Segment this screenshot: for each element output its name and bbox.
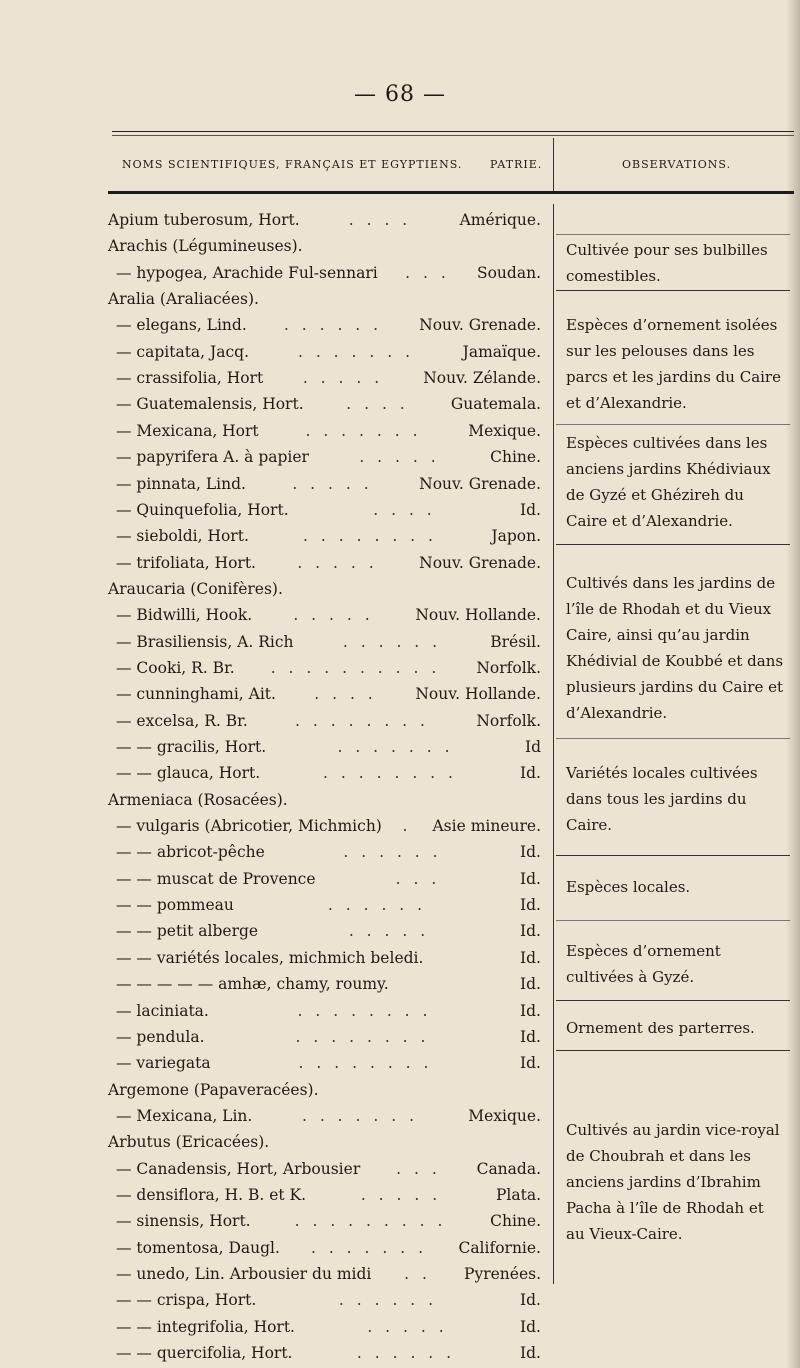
species-entry [0,655,552,681]
species-country: Chine. [490,448,541,467]
leader-dots: . . . . . [348,922,430,941]
species-country: Mexique. [468,1106,541,1125]
leader-dots: . . . . . [292,474,373,493]
species-entry [0,312,552,338]
leader-dots: . . . . [373,500,436,519]
species-country: Chine. [490,1212,541,1231]
leader-dots: . . . . . . . [337,738,454,756]
leader-dots: . . . . . [360,1185,442,1204]
species-name: — pinnata, Lind. [116,474,246,493]
species-entry [0,1235,552,1261]
species-country: Id. [520,1291,541,1310]
species-name: — — muscat de Provence [116,869,316,888]
leader-dots: . . . . . . [338,1291,438,1310]
genus-name: Arbutus (Ericacées). [108,1133,270,1152]
observation-8: Ornement des parterres. [566,1019,755,1037]
species-entry [0,839,552,865]
leader-dots: . . . . . . [343,843,442,862]
observation-1: Cultivée pour ses bulbilles comestibles. [566,241,768,285]
obs-divider [556,738,790,739]
species-name: — sinensis, Hort. [116,1212,251,1231]
species-name: — hypogea, Arachide Ful-sennari [116,263,378,282]
leader-dots: . . . . . . . [305,421,422,440]
species-country: Id. [520,1344,541,1363]
species-name: — tomentosa, Daugl. [116,1238,280,1257]
species-name: — unedo, Lin. Arbousier du midi [116,1265,372,1283]
leader-dots: . . . . [348,211,412,229]
species-name: — crassifolia, Hort [116,369,264,388]
species-country: Id. [520,1001,541,1020]
species-country: Guatemala. [450,395,541,414]
leader-dots: . . . . . [302,369,384,388]
species-name: — capitata, Jacq. [116,342,250,361]
species-country: Nouv. Zélande. [423,369,541,388]
species-entry [0,1103,552,1129]
obs-divider [556,290,790,291]
species-entry [0,787,552,813]
species-country: Id. [520,1027,541,1046]
leader-dots: . [402,817,412,836]
species-name: — sieboldi, Hort. [116,527,249,546]
species-country: Japon. [491,527,541,546]
page-number: — 68 — [354,82,446,107]
species-name: — laciniata. [116,1001,209,1020]
species-country: Id. [520,843,541,862]
species-name: — trifoliata, Hort. [116,553,256,572]
species-entry [0,945,552,971]
species-name: — Cooki, R. Br. [116,658,235,677]
species-country: Id [524,738,541,756]
species-name: — elegans, Lind. [116,316,247,335]
leader-dots: . . . . . . . [301,1106,419,1125]
header-country: PATRIE. [490,158,543,171]
species-entry [0,418,552,444]
species-entry [0,365,552,391]
leader-dots: . . . . . . [283,316,383,335]
species-name: — vulgaris (Abricotier, Michmich) [116,817,382,836]
obs-divider [556,544,790,545]
species-entry [0,550,552,576]
genus-name: Armeniaca (Rosacées). [108,790,288,809]
species-entry [0,339,552,365]
obs-divider [556,920,790,921]
species-entry [0,602,552,628]
observation-5: Variétés locales cultivées dans tous les jardins du Caire. [566,764,758,834]
leader-dots: . . . [396,1159,441,1178]
observation-2: Espèces d’ornement isolées sur les pelouses dans les parcs et les jardins du Caire et d’Alexandrie. [566,316,781,412]
species-entry [0,523,552,549]
leader-dots: . . . . . . . . [297,1001,432,1020]
leader-dots: . . [404,1265,431,1283]
species-name: — Quinquefolia, Hort. [116,500,289,519]
observation-6: Espèces locales. [566,878,691,896]
species-entry [0,760,552,786]
species-country: Id. [520,500,541,519]
leader-dots: . . . . . . . . . [294,1212,447,1231]
leader-dots: . . . . . . . . [303,527,437,546]
leader-dots: . . . . . . . . [323,764,457,783]
species-name: — — variétés locales, michmich beledi. [116,948,424,967]
species-entry [0,681,552,707]
species-name: — excelsa, R. Br. [116,711,248,730]
species-name: — Mexicana, Lin. [116,1106,253,1125]
species-country: Id. [520,896,541,915]
species-entry [0,286,552,312]
obs-divider [556,855,790,856]
species-entry [0,708,552,734]
leader-dots: . . . . . . . . [295,1027,430,1046]
species-entry [0,1208,552,1234]
observation-7: Espèces d’ornement cultivées à Gyzé. [566,942,721,986]
species-country: Soudan. [476,263,541,282]
species-country: Pyrenées. [464,1265,541,1283]
species-entry [0,1182,552,1208]
species-entry [0,918,552,944]
leader-dots: . . . [405,263,450,282]
species-name: — — gracilis, Hort. [116,738,267,756]
leader-dots: . . . . . . . [310,1238,428,1257]
species-name: — — integrifolia, Hort. [116,1317,295,1336]
species-country: Nouv. Grenade. [419,316,541,335]
observation-4: Cultivés dans les jardins de l’île de Rhodah et du Vieux Caire, ainsi qu’au jardin Khédivial de Koubbé et dans plusieurs jardins du Caire et d’Alexandrie. [566,574,784,722]
species-name: — cunninghami, Ait. [116,685,276,704]
genus-name: Argemone (Papaveracées). [108,1080,319,1099]
observation-9: Cultivés au jardin vice-royal de Choubrah et dans les anciens jardins d’Ibrahim Pacha à l’île de Rhodah et au Vieux-Caire. [566,1121,780,1243]
species-name: — Bidwilli, Hook. [116,606,253,625]
species-entry [0,497,552,523]
species-name: — variegata [116,1054,211,1073]
leader-dots: . . . . [346,395,409,414]
species-name: — — quercifolia, Hort. [116,1344,293,1363]
genus-name: Arachis (Légumineuses). [108,237,303,256]
species-country: Plata. [495,1185,541,1204]
genus-name: Araucaria (Conifères). [108,579,283,598]
species-name: — Mexicana, Hort [116,421,259,440]
species-country: Californie. [458,1238,541,1257]
species-entry [0,576,552,602]
species-country: Norfolk. [476,711,541,730]
species-country: Nouv. Grenade. [419,553,541,572]
species-name: — Canadensis, Hort, Arbousier [116,1159,361,1178]
species-country: Canada. [476,1159,541,1178]
species-country: Jamaïque. [462,342,541,361]
species-entry [0,260,552,286]
leader-dots: . . . . . [293,606,374,625]
obs-divider [556,1000,790,1001]
leader-dots: . . . . . [297,553,378,572]
genus-name: Apium tuberosum, Hort. [108,211,300,229]
header-names: NOMS SCIENTIFIQUES, FRANÇAIS ET EGYPTIENS. [122,158,463,171]
species-country: Brésil. [490,632,541,651]
species-entry [0,866,552,892]
species-name: — densiflora, H. B. et K. [116,1185,307,1204]
species-name: — Brasiliensis, A. Rich [116,632,294,651]
header-observations: OBSERVATIONS. [622,158,732,171]
species-country: Nouv. Hollande. [415,606,541,625]
obs-divider [556,1050,790,1051]
species-entry [0,1314,552,1340]
species-entry [0,471,552,497]
species-name: — Guatemalensis, Hort. [116,395,304,414]
species-country: Asie mineure. [432,817,541,836]
species-entry [0,813,552,839]
species-name: — — glauca, Hort. [116,764,261,783]
species-entry [0,734,552,760]
species-country: Id. [520,975,541,994]
species-entry [0,1340,552,1366]
species-entry [0,233,552,259]
species-name: — — abricot-pêche [116,843,265,862]
species-entry [0,629,552,655]
species-country: Norfolk. [476,658,541,677]
species-entry [0,444,552,470]
obs-divider [556,424,790,425]
species-country: Nouv. Grenade. [419,474,541,493]
obs-divider [556,234,790,235]
leader-dots: . . . . [314,685,377,704]
species-name: — — pommeau [116,896,234,915]
page-edge-shadow [786,0,800,1368]
leader-dots: . . . . . . . . . . [270,658,441,677]
species-name: — pendula. [116,1027,205,1046]
species-entry [0,1050,552,1076]
species-country: Id. [520,1317,541,1336]
species-entry [0,207,552,233]
genus-name: Aralia (Araliacées). [108,290,259,309]
leader-dots: . . . . . . . [297,342,415,361]
species-country: Id. [520,1054,541,1073]
species-entry [0,1261,552,1287]
species-country: Mexique. [468,421,541,440]
species-name: — — petit alberge [116,922,259,941]
species-entry [0,892,552,918]
leader-dots: . . . . . . [342,632,442,651]
species-entry [0,1287,552,1313]
species-country: Id. [520,948,541,967]
leader-dots: . . . [395,869,441,888]
species-entry [0,998,552,1024]
leader-dots: . . . . . . . . [295,711,429,730]
species-entry [0,391,552,417]
species-country: Id. [520,764,541,783]
species-entry [0,1129,552,1155]
species-name: — — — — — amhæ, chamy, roumy. [116,975,389,994]
species-country: Nouv. Hollande. [415,685,541,704]
species-entry [0,971,552,997]
species-country: Amérique. [459,211,541,229]
leader-dots: . . . . . . [356,1344,456,1363]
species-entry [0,1077,552,1103]
species-entry [0,1156,552,1182]
species-name: — — crispa, Hort. [116,1291,257,1310]
leader-dots: . . . . . [359,448,440,467]
leader-dots: . . . . . [367,1317,448,1336]
observation-3: Espèces cultivées dans les anciens jardins Khédiviaux de Gyzé et Ghézireh du Caire et d’Alexandrie. [566,434,771,530]
species-name: — papyrifera A. à papier [116,448,309,467]
species-country: Id. [520,922,541,941]
leader-dots: . . . . . . . . [298,1054,433,1073]
species-entry [0,1024,552,1050]
species-country: Id. [520,869,541,888]
leader-dots: . . . . . . [327,896,427,915]
